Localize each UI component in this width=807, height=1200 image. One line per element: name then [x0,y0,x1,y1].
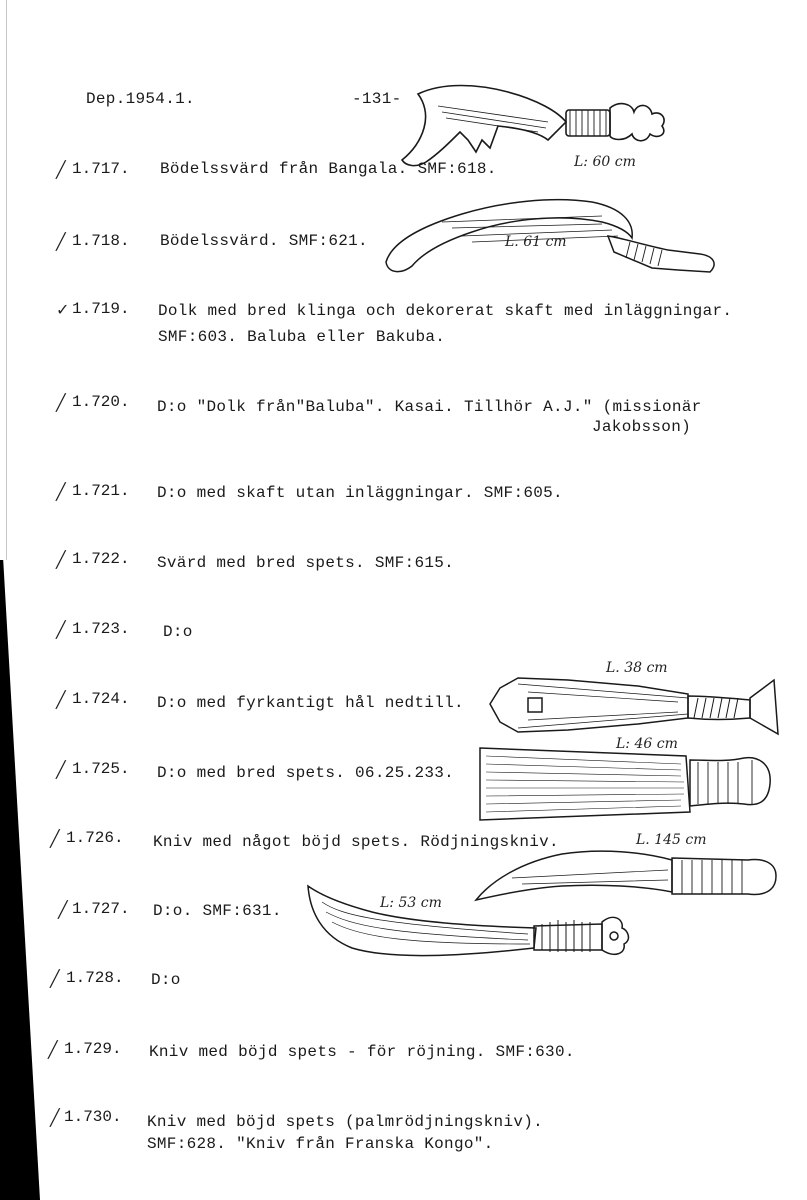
entry-number: 1.723. [72,620,130,638]
check-mark: ╱ [56,550,66,569]
entry-number: 1.728. [66,969,124,987]
entry-description: Bödelssvärd. SMF:621. [160,232,368,250]
entry-number: 1.729. [64,1040,122,1058]
entry-description: D:o [163,623,193,641]
entry-number: 1.721. [72,482,130,500]
entry-description: Kniv med böjd spets - för röjning. SMF:630. [149,1043,575,1061]
entry-number: 1.720. [72,393,130,411]
entry-description: Dolk med bred klinga och dekorerat skaft med inläggningar. [158,302,733,320]
entry-number: 1.722. [72,550,130,568]
entry-number: 1.726. [66,829,124,847]
entry-description: D:o med skaft utan inläggningar. SMF:605. [157,484,563,502]
check-mark: ╱ [48,1040,58,1059]
page-edge-line [6,0,7,560]
entry-description: D:o [151,971,181,989]
entry-description: Svärd med bred spets. SMF:615. [157,554,455,572]
entry-description: Kniv med något böjd spets. Rödjningskniv. [153,833,559,851]
check-mark: ╱ [50,969,60,988]
check-mark: ╱ [56,760,66,779]
length-annotation: L. 145 cm [636,832,707,848]
check-mark: ╱ [56,393,66,412]
entry-description-continued: SMF:628. "Kniv från Franska Kongo". [147,1135,494,1153]
page-number: -131- [352,90,402,108]
entry-description: Kniv med böjd spets (palmrödjningskniv). [147,1113,544,1131]
sword-sketch [476,744,776,824]
entry-number: 1.719. [72,300,130,318]
check-mark: ╱ [56,160,66,179]
entry-description-continued: SMF:603. Baluba eller Bakuba. [158,328,446,346]
check-mark: ╱ [50,829,60,848]
entry-description-continued: Jakobsson) [592,418,692,436]
entry-number: 1.727. [72,900,130,918]
check-mark: ╱ [56,620,66,639]
entry-description: D:o. SMF:631. [153,902,282,920]
check-mark: ╱ [58,900,68,919]
entry-number: 1.717. [72,160,130,178]
sword-sketch [382,192,724,280]
entry-description: Bödelssvärd från Bangala. SMF:618. [160,160,497,178]
check-mark: ╱ [56,232,66,251]
length-annotation: L: 46 cm [616,736,678,752]
entry-number: 1.718. [72,232,130,250]
scan-edge-shadow [0,560,40,1200]
length-annotation: L. 38 cm [606,660,668,676]
entry-number: 1.730. [64,1108,122,1126]
knife-sketch [302,882,644,968]
length-annotation: L. 61 cm [505,234,567,250]
check-mark: ╱ [56,482,66,501]
deposit-reference: Dep.1954.1. [86,90,195,108]
entry-description: D:o med bred spets. 06.25.233. [157,764,455,782]
check-mark: ╱ [56,690,66,709]
entry-description: D:o "Dolk från"Baluba". Kasai. Tillhör A.J." (missionär [157,398,702,416]
sword-sketch [398,82,670,182]
entry-description: D:o med fyrkantigt hål nedtill. [157,694,464,712]
entry-number: 1.725. [72,760,130,778]
length-annotation: L: 53 cm [380,895,442,911]
entry-number: 1.724. [72,690,130,708]
sword-sketch [488,668,780,748]
check-mark: ✓ [56,300,70,319]
length-annotation: L: 60 cm [574,154,636,170]
check-mark: ╱ [50,1108,60,1127]
